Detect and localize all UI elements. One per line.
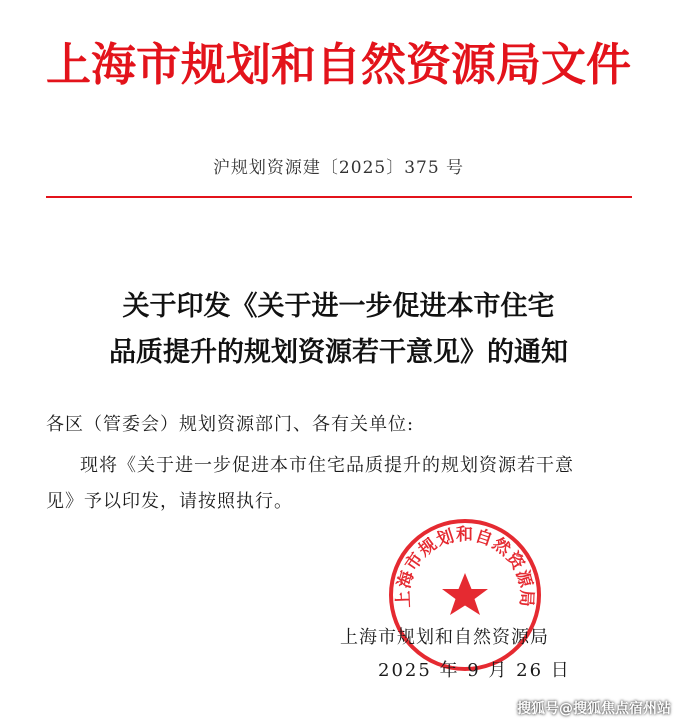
red-divider-line [46, 196, 632, 198]
seal-arched-text: 上海市规划和自然资源局 [393, 525, 537, 609]
body-paragraph-line-1: 现将《关于进一步促进本市住宅品质提升的规划资源若干意 [80, 455, 574, 476]
document-number: 沪规划资源建〔2025〕375 号 [212, 158, 465, 178]
notice-title-line-2: 品质提升的规划资源若干意见》的通知 [109, 337, 568, 368]
seal-star-icon [442, 573, 488, 615]
notice-title-line-1: 关于印发《关于进一步促进本市住宅 [122, 291, 555, 322]
source-watermark: 搜狐号@搜狐焦点宿州站 [517, 701, 671, 717]
official-seal-stamp [385, 515, 545, 675]
addressee-line: 各区（管委会）规划资源部门、各有关单位: [46, 414, 415, 435]
document-header-title: 上海市规划和自然资源局文件 [45, 38, 631, 91]
signing-authority: 上海市规划和自然资源局 [340, 627, 549, 648]
body-paragraph-line-2: 见》予以印发，请按照执行。 [46, 491, 293, 512]
signing-date: 2025 年 9 月 26 日 [378, 660, 571, 681]
